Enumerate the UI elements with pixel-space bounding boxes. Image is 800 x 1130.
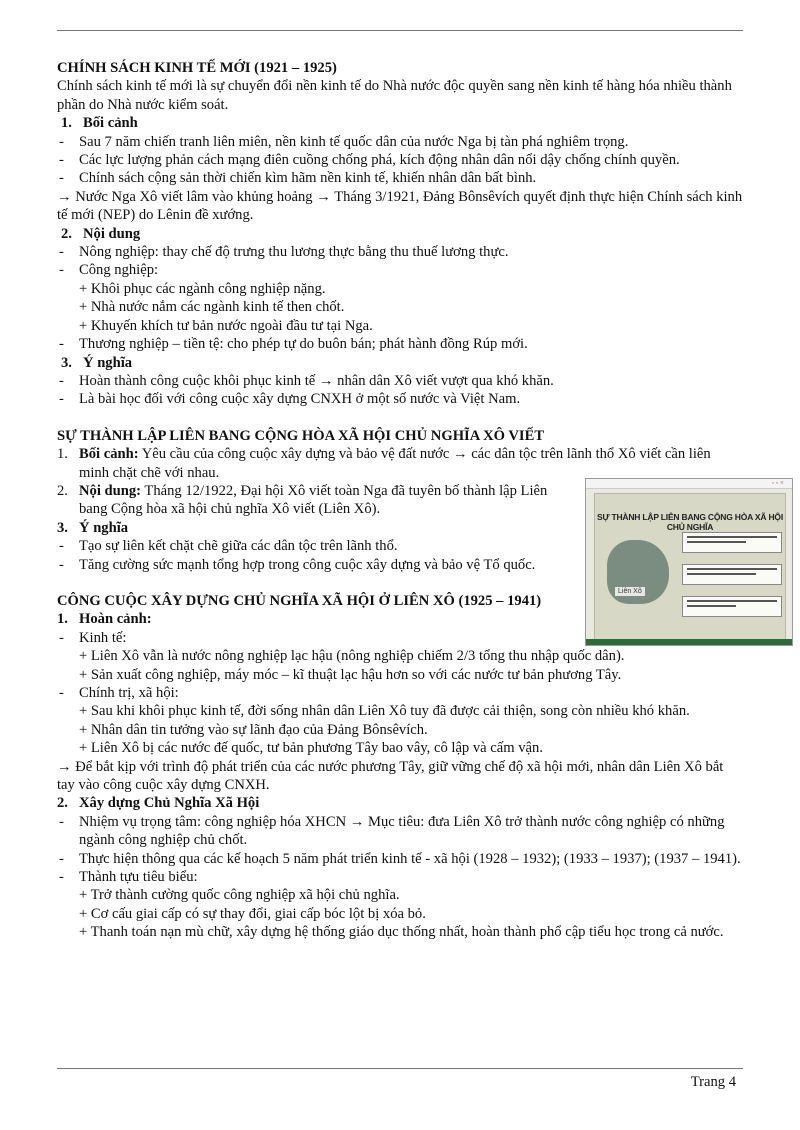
slide-text-box bbox=[682, 596, 782, 617]
section-title-ussr-founding: SỰ THÀNH LẬP LIÊN BANG CỘNG HÒA XÃ HỘI CHỦ NGHĨA XÔ VIẾT bbox=[57, 427, 545, 444]
page-number: Trang 4 bbox=[690, 1074, 736, 1090]
sub-item: + Trở thành cường quốc công nghiệp xã hội chủ nghĩa. bbox=[79, 887, 400, 904]
sub-item: + Thanh toán nạn mù chữ, xây dựng hệ thống giáo dục thống nhất, hoàn thành phổ cập tiểu học trong cả nước. bbox=[79, 924, 724, 941]
ussr-content: 2. Nội dung: Tháng 12/1922, Đại hội Xô viết toàn Nga đã tuyên bố thành lập Liên bang Cộng hòa xã hội chủ nghĩa Xô viết (Liên Xô). bbox=[57, 482, 548, 518]
sub-item: + Nhà nước nắm các ngành kinh tế then chốt. bbox=[79, 299, 345, 316]
list-item: - Nông nghiệp: thay chế độ trưng thu lương thực bằng thu thuế lương thực. bbox=[59, 244, 509, 261]
list-item: - Công nghiệp: bbox=[59, 262, 159, 279]
footer-rule bbox=[57, 1068, 743, 1069]
window-controls-icon: ◦ ◦ × bbox=[771, 479, 784, 487]
list-item: - Thương nghiệp – tiền tệ: cho phép tự do buôn bán; phát hành đồng Rúp mới. bbox=[59, 336, 528, 353]
list-item: - Chính trị, xã hội: bbox=[59, 685, 179, 701]
ussr-slide-image bbox=[585, 478, 793, 646]
map-label: Liên Xô bbox=[615, 587, 645, 596]
sub-item: + Liên Xô bị các nước đế quốc, tư bản phương Tây bao vây, cô lập và cấm vận. bbox=[79, 740, 543, 757]
sub-item: + Nhân dân tin tưởng vào sự lãnh đạo của Đảng Bônsêvích. bbox=[79, 721, 428, 738]
slide-text-box bbox=[682, 564, 782, 585]
sub-item: + Sản xuất công nghiệp, máy móc – kĩ thuật lạc hậu hơn so với các nước tư bản phương Tây. bbox=[79, 666, 622, 683]
list-item: - Các lực lượng phản cách mạng điên cuồng chống phá, kích động nhân dân nổi dậy chống chính quyền. bbox=[59, 152, 680, 169]
list-item: - Kinh tế: bbox=[59, 629, 127, 646]
nep-context-conclusion: → Nước Nga Xô viết lâm vào khủng hoảng → Tháng 3/1921, Đảng Bônsêvích quyết định thực hiện Chính sách kinh tế mới (NEP) do Lênin đề xướng. bbox=[57, 188, 743, 224]
list-item: - Thực hiện thông qua các kế hoạch 5 năm phát triển kinh tế - xã hội (1928 – 1932); (1933 – 1937); (1937 – 1941). bbox=[59, 850, 741, 867]
sub-item: + Cơ cấu giai cấp có sự thay đổi, giai cấp bóc lột bị xóa bỏ. bbox=[79, 905, 426, 922]
list-item: - Tăng cường sức mạnh tổng hợp trong công cuộc xây dựng và bảo vệ Tổ quốc. bbox=[59, 556, 536, 573]
list-item: - Thành tựu tiêu biểu: bbox=[59, 869, 198, 886]
ussr-context: 1. Bối cảnh: Yêu cầu của công cuộc xây dựng và bảo vệ đất nước → các dân tộc trên lãnh thổ Xô viết cần liên minh chặt chẽ với nhau. bbox=[57, 446, 711, 481]
nep-intro: Chính sách kinh tế mới là sự chuyển đổi nền kinh tế do Nhà nước độc quyền sang nền kinh tế hàng hóa nhiều thành phần do Nhà nước kiểm soát. bbox=[57, 78, 732, 113]
list-item: - Chính sách cộng sản thời chiến kìm hãm nền kinh tế, khiến nhân dân bất bình. bbox=[59, 170, 537, 187]
sub-item: + Sau khi khôi phục kinh tế, đời sống nhân dân Liên Xô tuy đã được cải thiện, song còn nhiều khó khăn. bbox=[79, 703, 690, 720]
sub-item: + Khuyến khích tư bản nước ngoài đầu tư tại Nga. bbox=[79, 317, 373, 334]
slide-status-bar bbox=[586, 639, 792, 645]
header-rule bbox=[57, 30, 743, 31]
socialism-heading-building: 2. Xây dựng Chủ Nghĩa Xã Hội bbox=[57, 795, 260, 812]
list-item: - Hoàn thành công cuộc khôi phục kinh tế → nhân dân Xô viết vượt qua khó khăn. bbox=[59, 372, 554, 389]
list-item: - Sau 7 năm chiến tranh liên miên, nền kinh tế quốc dân của nước Nga bị tàn phá nghiêm trọng. bbox=[59, 133, 629, 150]
nep-heading-context: 1. Bối cảnh bbox=[61, 115, 138, 132]
nep-heading-content: 2. Nội dung bbox=[61, 225, 141, 242]
slide-window-bar bbox=[586, 479, 792, 489]
section-title-nep: CHÍNH SÁCH KINH TẾ MỚI (1921 – 1925) bbox=[57, 60, 337, 76]
nep-heading-meaning: 3. Ý nghĩa bbox=[61, 354, 133, 371]
list-item: - Là bài học đối với công cuộc xây dựng CNXH ở một số nước và Việt Nam. bbox=[59, 391, 521, 408]
slide-title: SỰ THÀNH LẬP LIÊN BANG CỘNG HÒA XÃ HỘI CHỦ NGHĨA bbox=[597, 512, 783, 532]
list-item: - Nhiệm vụ trọng tâm: công nghiệp hóa XHCN → Mục tiêu: đưa Liên Xô trở thành nước công nghiệp có những ngành công nghiệp chủ chốt. bbox=[59, 813, 725, 849]
sub-item: + Liên Xô vẫn là nước nông nghiệp lạc hậu (nông nghiệp chiếm 2/3 tổng thu nhập quốc dân). bbox=[79, 648, 625, 665]
number-marker: 1. bbox=[61, 115, 72, 132]
slide-canvas bbox=[594, 493, 786, 641]
socialism-heading-situation: 1. Hoàn cảnh: bbox=[57, 611, 152, 628]
socialism-conclusion: → Để bắt kịp với trình độ phát triển của các nước phương Tây, giữ vững chế độ xã hội mới, nhân dân Liên Xô bắt tay vào công cuộc xây dựng CNXH. bbox=[57, 758, 724, 794]
sub-item: + Khôi phục các ngành công nghiệp nặng. bbox=[79, 280, 326, 297]
ussr-heading-meaning: 3. Ý nghĩa bbox=[57, 519, 129, 536]
list-item: - Tạo sự liên kết chặt chẽ giữa các dân tộc trên lãnh thổ. bbox=[59, 538, 398, 555]
slide-text-box bbox=[682, 532, 782, 553]
section-title-socialism: CÔNG CUỘC XÂY DỰNG CHỦ NGHĨA XÃ HỘI Ở LIÊN XÔ (1925 – 1941) bbox=[57, 592, 542, 609]
